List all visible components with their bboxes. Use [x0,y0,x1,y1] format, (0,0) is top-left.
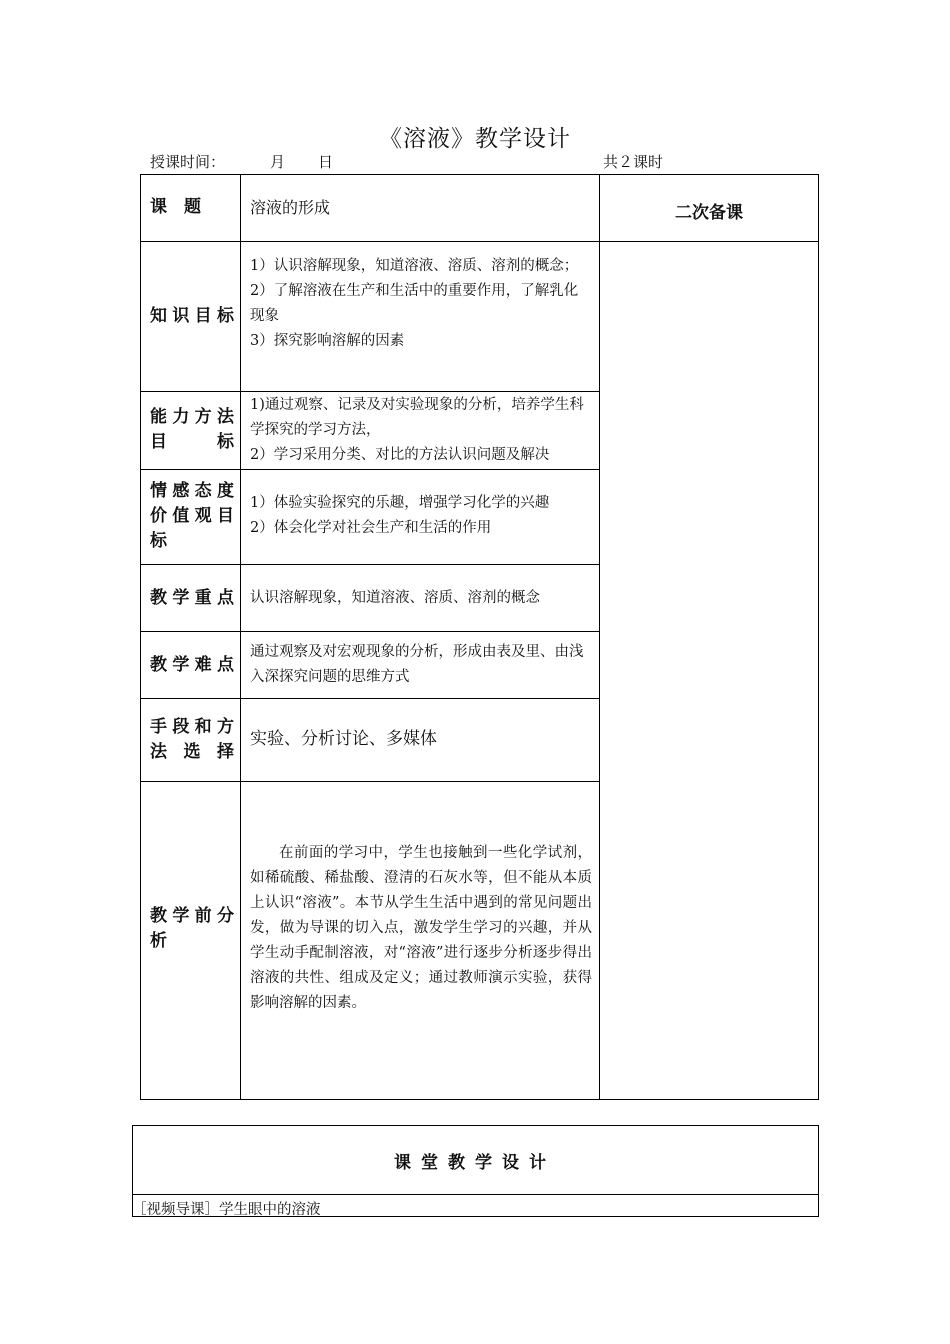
page-title: 《溶液》教学设计 [379,126,571,152]
row-label-pre-analysis: 教学前分析 [150,906,234,951]
row-content-pre-analysis [250,841,592,1016]
row-content-key-point [250,586,592,611]
row-divider [140,631,600,632]
row-content-difficulty [250,640,592,690]
row-label-methods: 手段和方法选择 [150,717,234,762]
row-label-ability: 能力方法目标 [150,407,234,452]
col-divider-2 [599,174,600,1100]
topic-text: 溶液的形成 [250,198,331,217]
key-point-text: 认识溶解现象，知道溶液、溶质、溶剂的概念 [250,590,540,606]
row-divider [140,781,600,782]
row-label-attitude: 情感态度价值观目标 [150,481,234,551]
row-label-difficulty: 教学难点 [150,655,234,675]
row-divider [140,469,600,470]
knowledge-item: 3）探究影响溶解的因素 [250,333,405,349]
row-divider [140,241,819,242]
row-content-topic [250,195,592,220]
row-divider [140,698,600,699]
lesson-month: 月 [270,153,286,171]
difficulty-text: 通过观察及对宏观现象的分析，形成由表及里、由浅入深探究问题的思维方式 [250,644,584,685]
total-periods: 共２课时 [603,153,664,171]
second-prep-header: 二次备课 [675,203,743,223]
row-content-attitude [250,491,592,541]
row-label-topic: 课 题 [150,197,201,217]
row-content-methods [250,727,592,752]
row-label-key-point: 教学重点 [150,588,234,608]
row-divider [140,564,600,565]
knowledge-item: 2）了解溶液在生产和生活中的重要作用，了解乳化现象 [250,283,579,324]
pre-analysis-text: 在前面的学习中，学生也接触到一些化学试剂，如稀硫酸、稀盐酸、澄清的石灰水等，但不能从本质上认识“溶液”。本节从学生生活中遇到的常见问题出发，做为导课的切入点，激发学生学习的兴趣，并从学生动手配制溶液，对“溶液”进行逐步分析逐步得出溶液的共性、组成及定义；通过教师演示实验，获得影响溶解的因素。 [250,845,592,1011]
row-content-ability [250,393,592,468]
methods-text: 实验、分析讨论、多媒体 [250,729,437,749]
knowledge-item: 1）认识溶解现象，知道溶液、溶质、溶剂的概念； [250,258,579,274]
row-divider [132,1194,819,1195]
row-content-knowledge [250,254,592,354]
lesson-time-label: 授课时间： [150,153,226,171]
classroom-design-title: 课堂教学设计 [394,1153,556,1173]
video-intro-row: ［视频导课］学生眼中的溶液 [132,1202,321,1218]
row-label-knowledge: 知识目标 [150,306,234,326]
row-divider [140,391,600,392]
ability-item: 1)通过观察、记录及对实验现象的分析，培养学生科学探究的学习方法， [250,397,584,438]
ability-item: 2）学习采用分类、对比的方法认识问题及解决 [250,447,550,463]
attitude-item: 1）体验实验探究的乐趣，增强学习化学的兴趣 [250,495,550,511]
lesson-day: 日 [318,153,334,171]
attitude-item: 2）体会化学对社会生产和生活的作用 [250,520,492,536]
col-divider-1 [240,174,241,1100]
